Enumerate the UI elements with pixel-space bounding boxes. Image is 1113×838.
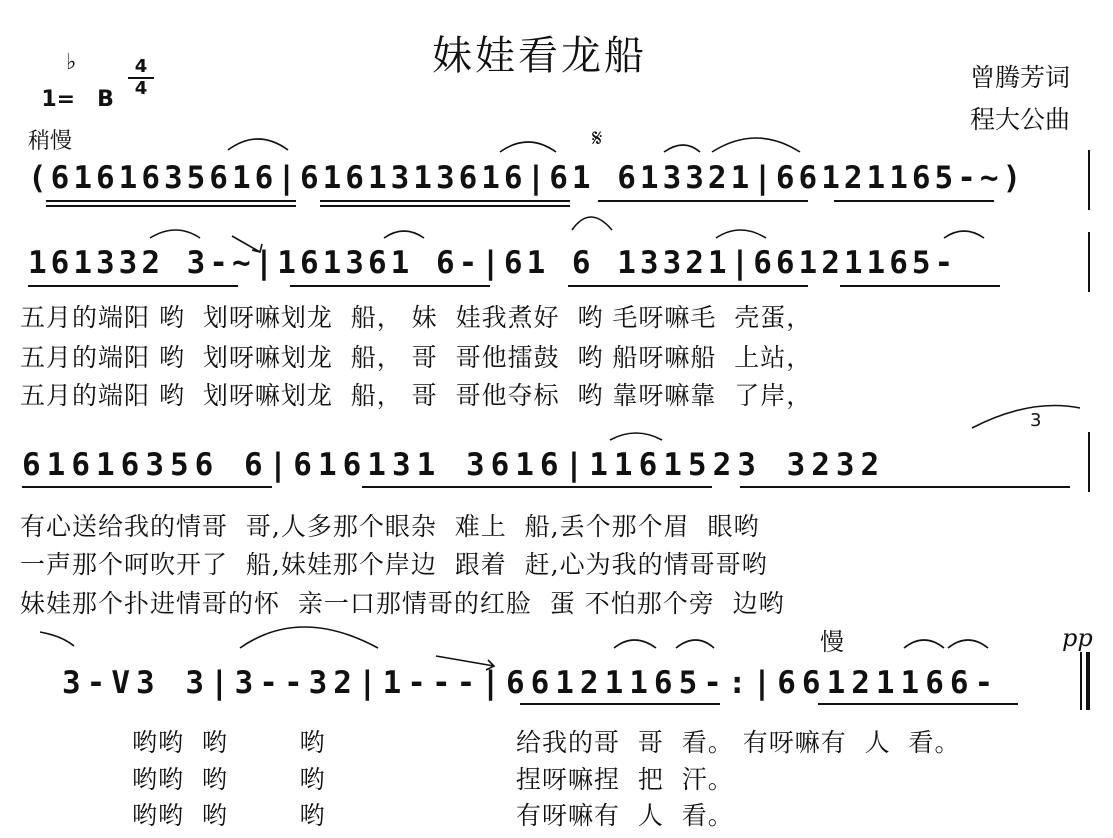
staff-row-2: 161332 3-~|161361 6-|61 6 13321|66121165- [28, 245, 958, 281]
lyric-verse-3b: 妹娃那个扑进情哥的怀 亲一口那情哥的红脸 蛋 不怕那个旁 边哟 [20, 589, 785, 618]
slur [948, 640, 988, 648]
meter-top: 4 [134, 56, 148, 77]
slur [240, 627, 378, 648]
slur [610, 433, 662, 440]
segno-sign: 𝄋 [592, 124, 603, 152]
slur [904, 640, 944, 648]
ending-right-1: 给我的哥 哥 看。 有呀嘛有 人 看。 [516, 728, 961, 757]
lyric-verse-1: 五月的端阳 哟 划呀嘛划龙 船， 妹 娃我煮好 哟 毛呀嘛毛 壳蛋， [20, 303, 813, 332]
key-note: B [97, 87, 114, 112]
ending-lyric-3: 哟哟 哟 哟 [132, 801, 326, 830]
slur [664, 145, 700, 152]
slur [40, 632, 74, 646]
dynamic-marking: pp [1062, 624, 1093, 652]
lyric-verse-3: 五月的端阳 哟 划呀嘛划龙 船， 哥 哥他夺标 哟 靠呀嘛靠 了岸， [20, 381, 813, 410]
tie [232, 236, 262, 252]
ending-right-2: 捏呀嘛捏 把 汗。 [516, 765, 734, 794]
slow-marking: 慢 [820, 628, 844, 656]
slur [972, 406, 1080, 429]
lyric-verse-2b: 一声那个呵吹开了 船,妹娃那个岸边 跟着 赶,心为我的情哥哥哟 [20, 550, 768, 579]
tie [436, 656, 494, 670]
lyric-verse-2: 五月的端阳 哟 划呀嘛划龙 船， 哥 哥他擂鼓 哟 船呀嘛船 上站， [20, 343, 813, 372]
triplet-mark: 3 [1030, 410, 1042, 431]
ending-right-3: 有呀嘛有 人 看。 [516, 801, 734, 830]
staff-row-1: (6161635616|6161313616|61 613321|66121165-~) [28, 160, 1026, 196]
staff-row-3: 61616356 6|616131 3616|1161523 3232 [22, 447, 886, 483]
meter-bottom: 4 [134, 78, 148, 99]
lyricist-credit: 曾腾芳词 [970, 63, 1071, 92]
slur [500, 142, 556, 152]
song-title: 妹娃看龙船 [432, 33, 647, 79]
flat-sign: ♭ [66, 50, 77, 75]
slur [614, 640, 656, 648]
staff-row-4: 3-V3 3|3--32|1---|66121165-:|66121166- [62, 665, 1000, 701]
slur [150, 230, 200, 238]
ending-lyric-1: 哟哟 哟 哟 [132, 728, 326, 757]
slur [676, 640, 714, 648]
ending-lyric-2: 哟哟 哟 哟 [132, 765, 326, 794]
slur [944, 231, 984, 238]
key-prefix: 1= [41, 87, 76, 112]
slur [384, 231, 424, 238]
tempo-marking: 稍慢 [28, 129, 73, 154]
slur [716, 230, 766, 238]
slur [228, 139, 288, 150]
composer-credit: 程大公曲 [970, 105, 1071, 134]
slur [572, 217, 612, 230]
slur [712, 138, 800, 152]
lyric-verse-1b: 有心送给我的情哥 哥,人多那个眼杂 难上 船,丢个那个眉 眼哟 [20, 512, 760, 541]
